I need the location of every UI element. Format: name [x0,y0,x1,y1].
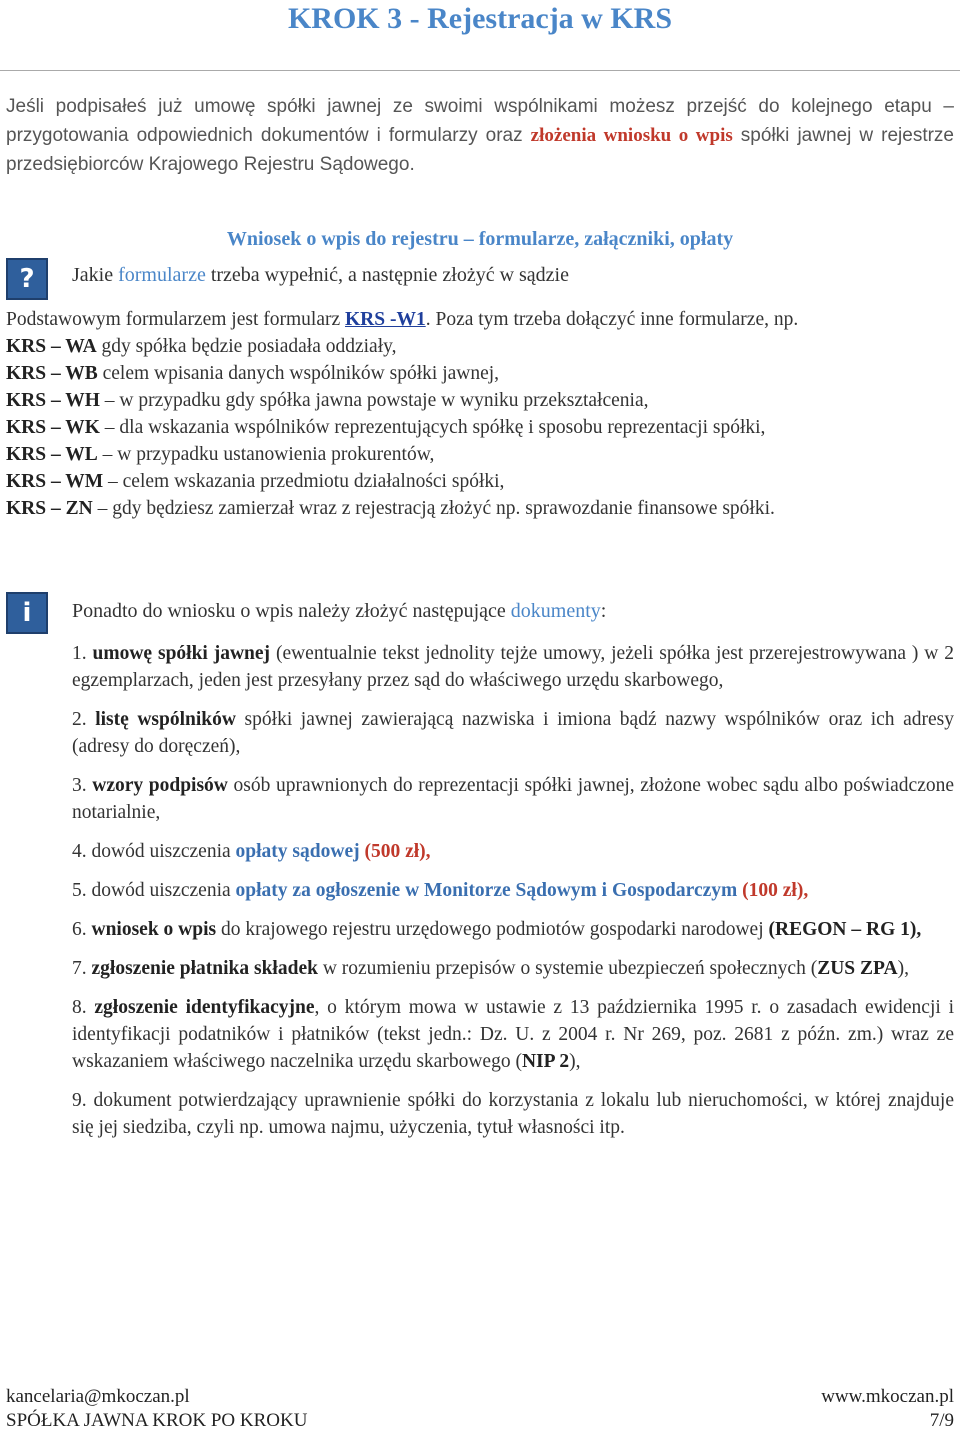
question-line [72,264,569,287]
form-desc: – w przypadku ustanowienia prokurentów, [97,444,435,465]
question-before: Jakie [72,264,119,286]
intro-paragraph [6,92,954,179]
documents-list [72,640,954,1153]
form-code: KRS – ZN [6,498,93,519]
documents-head-after: : [600,600,607,622]
form-item [6,387,954,414]
footer-doc-title: SPÓŁKA JAWNA KROK PO KROKU [6,1410,308,1431]
forms-intro [6,306,954,333]
form-item [6,333,954,360]
list-item: 9. dokument potwierdzający uprawnienie spółki do korzystania z lokalu lub nieruchomości, w której znajduje się jej siedziba, czyli np. umowa najmu, użyczenia, tytuł własności itp. [72,1090,955,1138]
list-item: 7. zgłoszenie płatnika składek w rozumieniu przepisów o systemie ubezpieczeń społecznych (ZUS ZPA), [72,958,909,979]
form-desc: – gdy będziesz zamierzał wraz z rejestracją złożyć np. sprawozdanie finansowe spółki. [92,498,775,519]
page-number: 7/9 [929,1410,954,1431]
form-desc: – w przypadku gdy spółka jawna powstaje w wyniku przekształcenia, [99,390,649,411]
page-title: KROK 3 - Rejestracja w KRS [287,2,673,35]
form-item [6,441,954,468]
footer-website[interactable]: www.mkoczan.pl [821,1386,954,1407]
list-item: 8. zgłoszenie identyfikacyjne, o którym mowa w ustawie z 13 października 1995 r. o zasadach ewidencji i identyfikacji podatników i płatników (tekst jedn.: Dz. U. z 2004 r. Nr 269, poz. 2681 z późn. zm.) wraz ze wskazaniem właściwego naczelnika urzędu skarbowego (NIP 2), [72,997,954,1072]
form-code: KRS – WH [6,390,100,411]
info-icon: i [6,592,48,634]
form-code: KRS – WA [6,336,97,357]
form-desc: – celem wskazania przedmiotu działalności spółki, [103,471,505,492]
forms-intro-after: . Poza tym trzeba dołączyć inne formularze, np. [425,309,799,330]
krs-w1-link[interactable]: KRS -W1 [345,309,426,330]
form-code: KRS – WB [6,363,98,384]
form-code: KRS – WL [6,444,98,465]
form-item [6,468,954,495]
intro-highlight: złożenia wniosku o wpis [530,125,733,146]
list-item: 5. dowód uiszczenia opłaty za ogłoszenie w Monitorze Sądowym i Gospodarczym (100 zł), [72,880,809,901]
forms-intro-before: Podstawowym formularzem jest formularz [6,309,345,330]
form-item [6,495,954,522]
question-icon: ? [6,258,48,300]
list-item: 6. wniosek o wpis do krajowego rejestru urzędowego podmiotów gospodarki narodowej (REGON – RG 1), [72,919,922,940]
list-item: 3. wzory podpisów osób uprawnionych do reprezentacji spółki jawnej, złożone wobec sądu albo poświadczone notarialnie, [72,775,955,823]
form-item [6,360,954,387]
form-desc: celem wpisania danych wspólników spółki jawnej, [97,363,500,384]
documents-head-highlight: dokumenty [510,600,601,622]
section-subheading: Wniosek o wpis do rejestru – formularze, załączniki, opłaty [226,228,734,250]
forms-section [6,306,954,522]
form-desc: – dla wskazania wspólników reprezentujących spółkę i sposobu reprezentacji spółki, [99,417,766,438]
footer-email[interactable]: kancelaria@mkoczan.pl [6,1386,190,1407]
list-item: 2. listę wspólników spółki jawnej zawierającą nazwiska i imiona bądź nazwy wspólników oraz ich adresy (adresy do doręczeń), [72,709,954,757]
intro-text-before: Jeśli podpisałeś już umowę spółki jawnej ze swoimi wspólnikami możesz przejść do kolejnego etapu – przygotowania odpowiednich dokumentów i formularzy oraz [6,96,954,146]
list-item: 1. umowę spółki jawnej (ewentualnie tekst jednolity tejże umowy, jeżeli spółka jest przerejestrowywana ) w 2 egzemplarzach, jeden jest przesyłany przez sąd do właściwego urzędu skarbowego, [72,643,954,691]
intro-text-after: spółki jawnej w rejestrze przedsiębiorców Krajowego Rejestru Sądowego. [6,125,955,175]
form-code: KRS – WM [6,471,104,492]
question-after: trzeba wypełnić, a następnie złożyć w sądzie [205,264,569,286]
form-desc: gdy spółka będzie posiadała oddziały, [96,336,397,357]
documents-heading [72,600,606,623]
documents-head-before: Ponadto do wniosku o wpis należy złożyć następujące [72,600,511,622]
list-item: 4. dowód uiszczenia opłaty sądowej (500 zł), [72,841,431,862]
question-highlight: formularze [118,264,206,286]
form-item [6,414,954,441]
title-divider [0,70,960,71]
form-code: KRS – WK [6,417,100,438]
